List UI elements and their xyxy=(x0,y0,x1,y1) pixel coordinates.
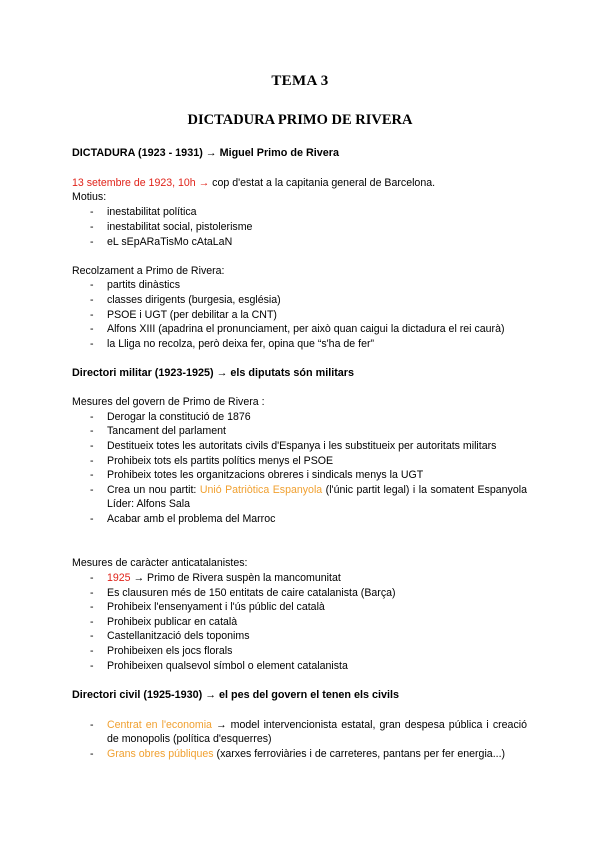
mesures-label: Mesures del govern de Primo de Rivera : xyxy=(72,396,265,408)
section-heading-directori-militar: Directori militar (1923-1925) → els diputats són militars xyxy=(72,367,355,379)
section-heading-dictadura: DICTADURA (1923 - 1931) → Miguel Primo de Rivera xyxy=(72,147,339,159)
coup-date: 13 setembre de 1923, 10h → xyxy=(72,177,210,189)
anti-catalanist-label: Mesures de caràcter anticatalanistes: xyxy=(72,557,248,569)
public-works-highlight: Grans obres públiques xyxy=(107,748,214,760)
motius-label: Motius: xyxy=(72,191,107,203)
document-page: TEMA 3 DICTADURA PRIMO DE RIVERA DICTADURA (1923 - 1931) → Miguel Primo de Rivera 13 setembre de 1923, 10h → cop d'estat a la capitania general de Barcelona. Motius: - inestabilitat política - inestabilitat social, pistolerisme - eL sEpARaTisMo cAtaLaN Recolzament a Primo de Rivera: - partits dinàstics - classes dirigents (burgesia, església) - PSOE i UGT (per debilitar a la CNT) - Alfons XIII (apadrina el pronunciament, per això quan caigui la dictadura el rei caurà) - la Lliga no recolza, però deixa fer, opina que “s'ha de fer” Directori militar (1923-1925) → els diputats són militars Mesures del govern de Primo de Rivera : - Derogar la constitució de 1876 - Tancament del parlament - Destitueix totes les autoritats civils d'Espanya i les substitueix per autoritats militars - Prohibeix tots els partits polítics menys el PSOE - Prohibeix totes les organitzacions obreres i sindicals menys la UGT - Crea un nou partit: Unió Patriòtica Espanyola (l'únic partit legal) i la somatent Espanyola Líder: Alfons Sala - Acabar amb el problema del Marroc Mesures de caràcter anticatalanistes: - 1925 → Primo de Rivera suspèn la mancomunitat - Es clausuren més de 150 entitats de caire catalanista (Barça) - Prohibeix l'ensenyament i l'ús públic del català - Prohibeix publicar en català - Castellanització dels toponims - Prohibeixen els jocs florals - Prohibeixen qualsevol símbol o element catalanista Directori civil (1925-1930) → el pes del govern el tenen els civils - Centrat en l'economia → model intervencionista estatal, gran despesa pública i creació de monopolis (política d'esquerres) - Grans obres públiques (xarxes ferroviàries i de carreteres, pantans per fer energia...) xyxy=(0,0,600,848)
economy-highlight: Centrat en l'economia xyxy=(107,719,212,731)
document-title: TEMA 3 xyxy=(271,73,329,89)
coup-description: cop d'estat a la capitania general de Barcelona. xyxy=(209,177,436,189)
party-name-highlight: Unió Patriòtica Espanyola xyxy=(199,484,323,496)
section-heading-directori-civil: Directori civil (1925-1930) → el pes del govern el tenen els civils xyxy=(72,689,400,701)
coup-date-line xyxy=(72,176,435,190)
recolzament-label: Recolzament a Primo de Rivera: xyxy=(72,265,225,277)
document-subtitle: DICTADURA PRIMO DE RIVERA xyxy=(187,112,413,128)
year-highlight: 1925 xyxy=(107,572,131,584)
